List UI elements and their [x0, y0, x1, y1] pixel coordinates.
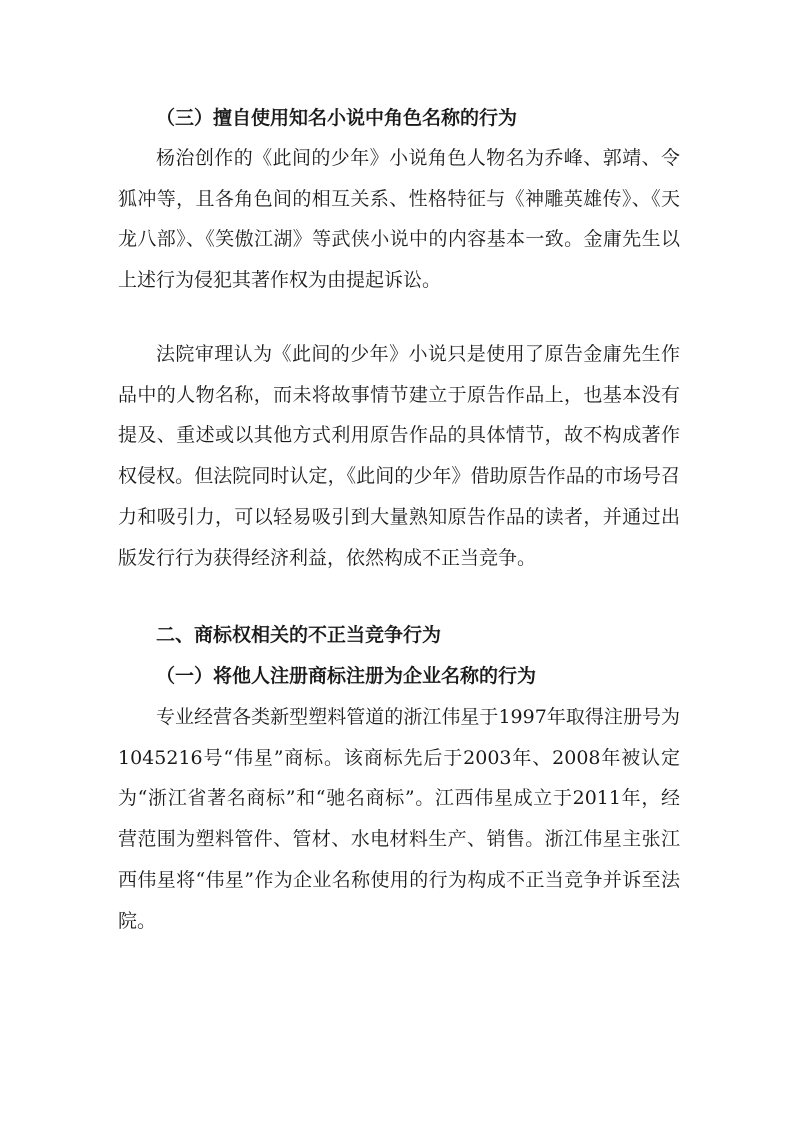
section-3-paragraph-2: 法院审理认为《此间的少年》小说只是使用了原告金庸先生作品中的人物名称，而未将故事情节建立于原告作品上，也基本没有提及、重述或以其他方式利用原告作品的具体情节，故不构成著作权侵权。但法院同时认定，《此间的少年》借助原告作品的市场号召力和吸引力，可以轻易吸引到大量熟知原告作品的读者，并通过出版发行行为获得经济利益，依然构成不正当竞争。 [118, 343, 680, 569]
section-3-paragraph-1: 杨治创作的《此间的少年》小说角色人物名为乔峰、郭靖、令狐冲等，且各角色间的相互关系、性格特征与《神雕英雄传》、《天龙八部》、《笑傲江湖》等武侠小说中的内容基本一致。金庸先生以上述行为侵犯其著作权为由提起诉讼。 [118, 147, 680, 292]
part-2-section-1-heading: （一）将他人注册商标注册为企业名称的行为 [156, 665, 537, 687]
section-3-heading: （三）擅自使用知名小说中角色名称的行为 [156, 107, 518, 129]
part-2-section-1-paragraph: 专业经营各类新型塑料管道的浙江伟星于1997年取得注册号为1045216号“伟星”商标。该商标先后于2003年、2008年被认定为“浙江省著名商标”和“驰名商标”。江西伟星成立于2011年，经营范围为塑料管件、管材、水电材料生产、销售。浙江伟星主张江西伟星将“伟星”作为企业名称使用的行为构成不正当竞争并诉至法院。 [118, 706, 680, 932]
part-2-heading: 二、商标权相关的不正当竞争行为 [156, 624, 442, 646]
